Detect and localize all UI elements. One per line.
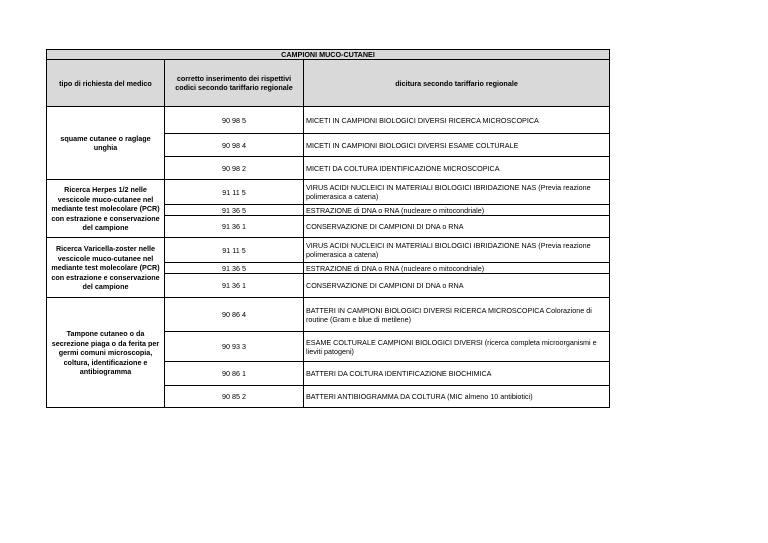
desc-cell: ESTRAZIONE di DNA o RNA (nucleare o mitocondriale) [304, 263, 610, 274]
code-cell: 91 11 5 [165, 238, 304, 263]
group-label-tampone: Tampone cutaneo o da secrezione piaga o da ferita per germi comuni microscopia, coltura, identificazione e antibiogramma [47, 298, 165, 408]
code-cell: 91 36 5 [165, 263, 304, 274]
code-cell: 90 86 1 [165, 362, 304, 386]
table-title: CAMPIONI MUCO-CUTANEI [47, 50, 610, 60]
desc-cell: CONSERVAZIONE DI CAMPIONI DI DNA o RNA [304, 216, 610, 238]
desc-cell: BATTERI IN CAMPIONI BIOLOGICI DIVERSI RICERCA MICROSCOPICA Colorazione di routine (Gram e blue di metilene) [304, 298, 610, 332]
desc-cell: VIRUS ACIDI NUCLEICI IN MATERIALI BIOLOGICI IBRIDAZIONE NAS (Previa reazione polimerasica a catena) [304, 180, 610, 205]
desc-cell: ESAME COLTURALE CAMPIONI BIOLOGICI DIVERSI (ricerca completa microorganismi e lieviti patogeni) [304, 332, 610, 362]
code-cell: 90 98 5 [165, 107, 304, 134]
header-tariff-wording: dicitura secondo tariffario regionale [304, 60, 610, 107]
group-label-herpes: Ricerca Herpes 1/2 nelle vescicole muco-cutanee nel mediante test molecolare (PCR) con estrazione e conservazione del campione [47, 180, 165, 238]
header-code-entry: corretto inserimento dei rispettivi codici secondo tariffario regionale [165, 60, 304, 107]
desc-cell: BATTERI ANTIBIOGRAMMA DA COLTURA (MIC almeno 10 antibiotici) [304, 386, 610, 408]
group-label-squame: squame cutanee o raglage unghia [47, 107, 165, 180]
table-row [47, 107, 610, 134]
code-cell: 91 11 5 [165, 180, 304, 205]
tariff-table [46, 49, 610, 408]
code-cell: 91 36 1 [165, 274, 304, 298]
code-cell: 90 98 4 [165, 134, 304, 157]
header-row [47, 60, 610, 107]
desc-cell: MICETI DA COLTURA IDENTIFICAZIONE MICROSCOPICA [304, 157, 610, 180]
desc-cell: CONSERVAZIONE DI CAMPIONI DI DNA o RNA [304, 274, 610, 298]
code-cell: 91 36 5 [165, 205, 304, 216]
table-row [47, 180, 610, 205]
desc-cell: VIRUS ACIDI NUCLEICI IN MATERIALI BIOLOGICI IBRIDAZIONE NAS (Previa reazione polimerasica a catena) [304, 238, 610, 263]
desc-cell: BATTERI DA COLTURA IDENTIFICAZIONE BIOCHIMICA [304, 362, 610, 386]
code-cell: 90 98 2 [165, 157, 304, 180]
code-cell: 91 36 1 [165, 216, 304, 238]
group-label-varicella: Ricerca Varicella-zoster nelle vescicole muco-cutanee nel mediante test molecolare (PCR) con estrazione e conservazione del campione [47, 238, 165, 298]
code-cell: 90 85 2 [165, 386, 304, 408]
code-cell: 90 86 4 [165, 298, 304, 332]
table-row [47, 238, 610, 263]
desc-cell: MICETI IN CAMPIONI BIOLOGICI DIVERSI ESAME COLTURALE [304, 134, 610, 157]
code-cell: 90 93 3 [165, 332, 304, 362]
desc-cell: ESTRAZIONE di DNA o RNA (nucleare o mitocondriale) [304, 205, 610, 216]
table-row [47, 298, 610, 332]
title-row [47, 50, 610, 60]
header-request-type: tipo di richiesta del medico [47, 60, 165, 107]
desc-cell: MICETI IN CAMPIONI BIOLOGICI DIVERSI RICERCA MICROSCOPICA [304, 107, 610, 134]
